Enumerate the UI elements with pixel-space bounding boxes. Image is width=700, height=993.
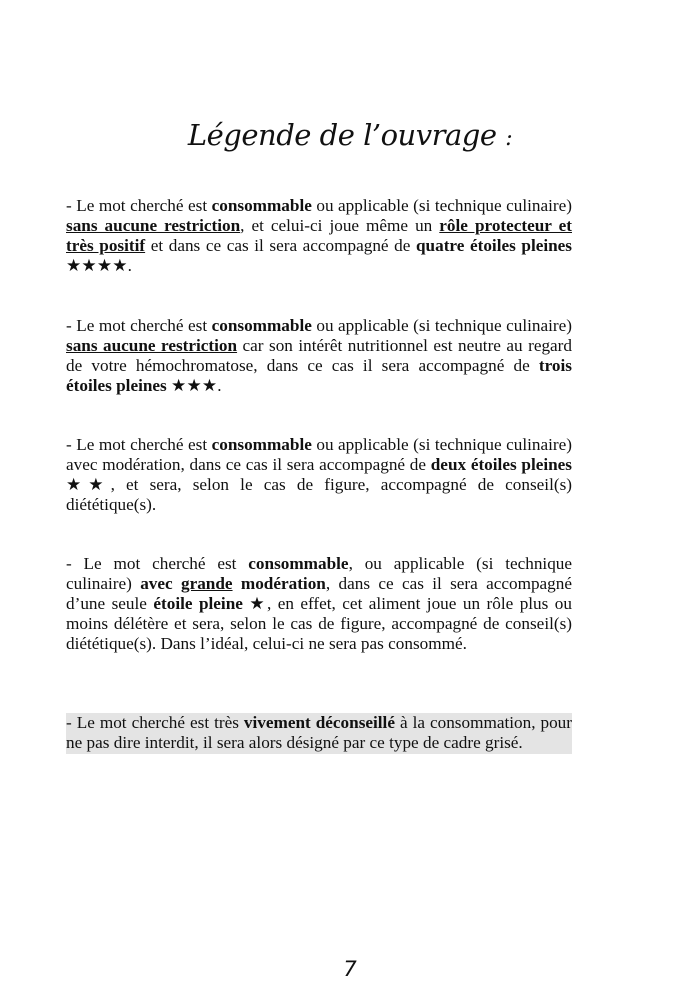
title-text: Légende de l’ouvrage (187, 118, 497, 152)
two-stars-icon: ★★ (66, 475, 111, 494)
legend-paragraph-one-star: - Le mot cherché est consommable, ou applicable (si technique culinaire) avec grande modération, dans ce cas il sera accompagné d’une seule étoile pleine ★, en effet, cet aliment joue un rôle plus ou moins délétère et sera, selon le cas de figure, accompagné de conseil(s) diététique(s). Dans l’idéal, celui-ci ne sera pas consommé. (66, 554, 573, 653)
legend-paragraph-two-stars: - Le mot cherché est consommable ou applicable (si technique culinaire) avec modération, dans ce cas il sera accompagné de deux étoiles pleines ★★, et sera, selon le cas de figure, accompagné de conseil(s) diététique(s). (66, 435, 572, 514)
page-number: 7 (343, 957, 357, 981)
title-colon: : (505, 126, 513, 151)
four-stars-icon: ★★★★ (66, 256, 128, 275)
three-stars-icon: ★★★ (166, 376, 218, 395)
one-star-icon: ★ (242, 594, 267, 613)
page-title (0, 118, 700, 152)
legend-paragraph-four-stars: - Le mot cherché est consommable ou applicable (si technique culinaire) sans aucune restriction, et celui-ci joue même un rôle protecteur et très positif et dans ce cas il sera accompagné de quatre étoiles pleines ★★★★. (66, 196, 572, 275)
legend-paragraph-three-stars: - Le mot cherché est consommable ou applicable (si technique culinaire) sans aucune restriction car son intérêt nutritionnel est neutre au regard de votre hémochromatose, dans ce cas il sera accompagné de trois étoiles pleines ★★★. (66, 316, 572, 395)
legend-paragraph-grey-box: - Le mot cherché est très vivement déconseillé à la consommation, pour ne pas dire interdit, il sera alors désigné par ce type de cadre grisé. (66, 713, 572, 752)
